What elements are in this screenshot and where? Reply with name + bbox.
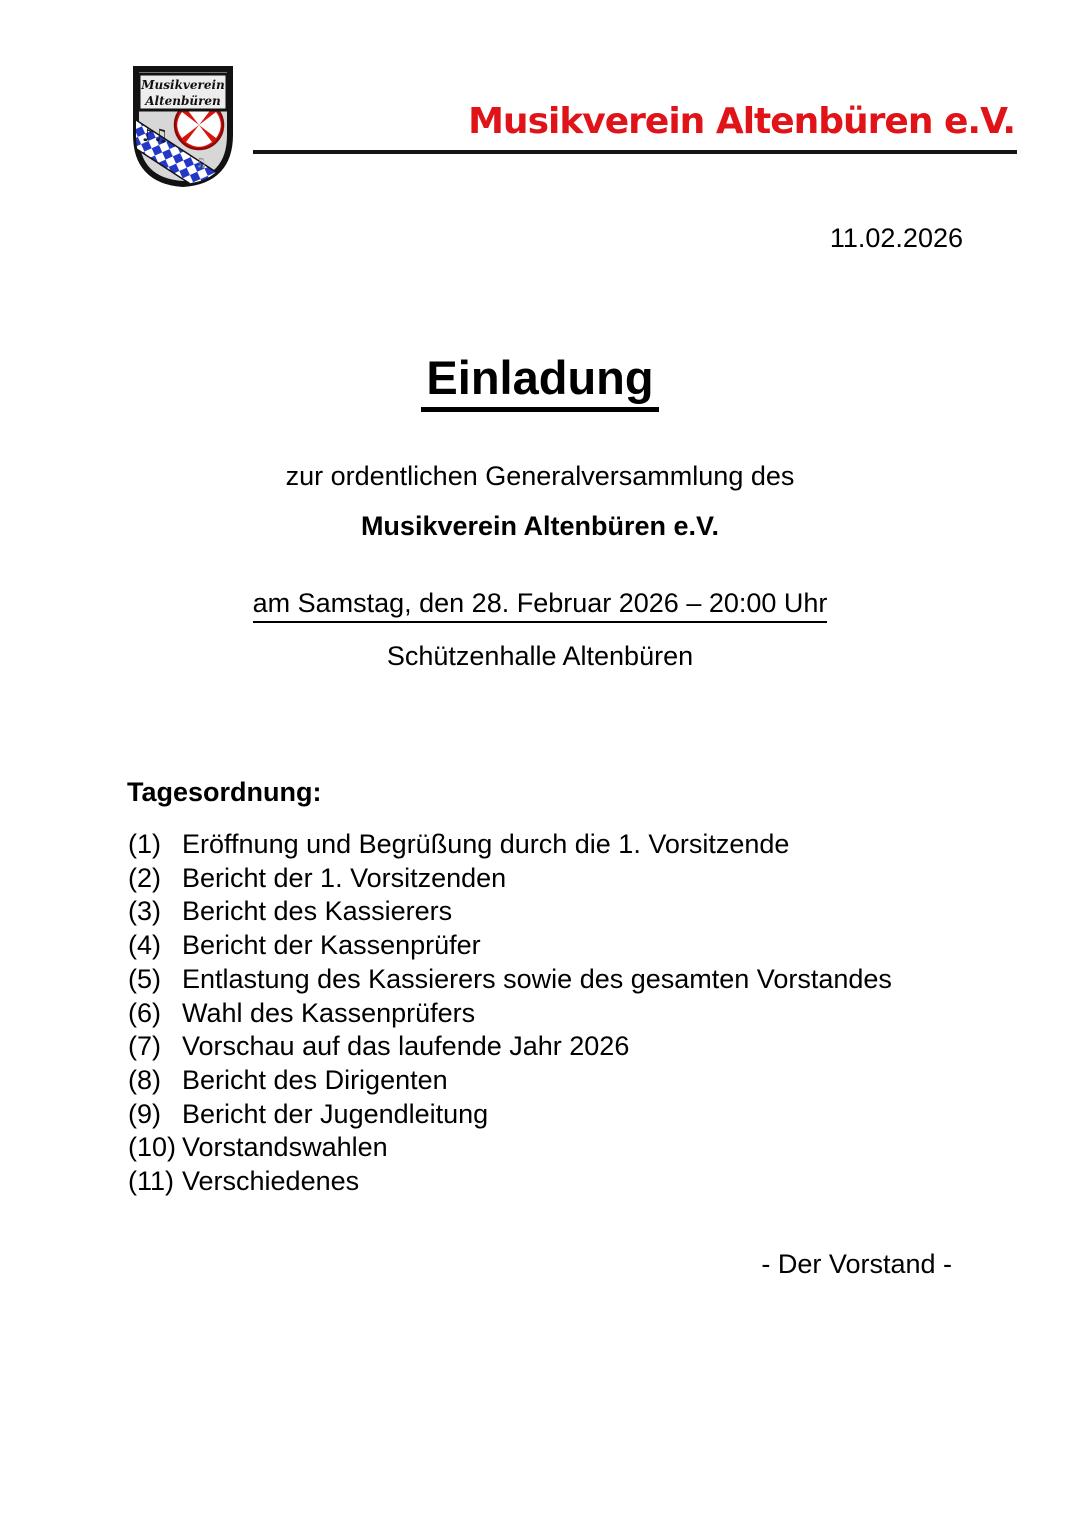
agenda-item [128,997,1020,1031]
agenda-item-number: (10) [128,1132,177,1163]
agenda-item-number: (4) [128,930,161,961]
agenda-item-number: (1) [128,829,161,859]
document-date: 11.02.2026 [829,223,963,253]
agenda-item-text: Bericht des Kassierers [182,896,453,927]
agenda-item [128,895,1020,929]
document-title: Einladung [421,352,658,412]
agenda-item-number: (6) [128,997,161,1028]
event-datetime-row [0,588,1080,623]
agenda-item-text: Vorstandswahlen [182,1132,388,1163]
agenda-heading: Tagesordnung: [127,777,322,807]
agenda-item-number: (11) [128,1166,175,1197]
agenda-item [128,1098,1020,1132]
intro-line: zur ordentlichen Generalversammlung des [285,461,795,491]
agenda-item-number: (5) [128,963,161,994]
agenda-item-text: Vorschau auf das laufende Jahr 2026 [182,1031,630,1062]
agenda-item [128,1064,1020,1098]
event-location: Schützenhalle Altenbüren [386,641,694,671]
agenda-item-number: (7) [128,1031,161,1062]
agenda-item-text: Bericht des Dirigenten [182,1064,448,1095]
agenda-item-number: (3) [128,896,161,927]
title-row [0,352,1080,412]
agenda-item-number: (9) [128,1098,161,1129]
agenda-item [128,963,1020,997]
event-datetime: am Samstag, den 28. Februar 2026 – 20:00 Uhr [253,588,828,623]
organization-name: Musikverein Altenbüren e.V. [360,511,720,541]
agenda-item [128,1030,1020,1064]
agenda-item [128,862,1020,896]
crest-banner-line1: Musikverein [141,78,225,92]
agenda-item-text: Bericht der Jugendleitung [182,1098,489,1129]
agenda-item-text: Wahl des Kassenprüfers [182,997,476,1028]
agenda-item-text: Bericht der Kassenprüfer [182,930,481,961]
agenda-list [128,828,1020,1199]
agenda-item [128,828,1020,862]
beamed-note-icon: ♫ [193,155,208,172]
agenda-item-text: Verschiedenes [182,1166,360,1197]
agenda-item-text: Entlastung des Kassierers sowie des gesamten Vorstandes [182,963,892,994]
agenda-item [128,1165,1020,1199]
signature-line: - Der Vorstand - [761,1249,952,1279]
crest-icon [129,63,237,191]
agenda-item-number: (2) [128,862,161,893]
agenda-item-text: Bericht der 1. Vorsitzenden [182,862,507,893]
header-divider [253,150,1017,154]
agenda-item-text: Eröffnung und Begrüßung durch die 1. Vorsitzende [182,829,790,859]
agenda-item [128,1131,1020,1165]
treble-notes-icon: ♪♫ [142,126,169,146]
club-crest-logo [129,63,237,191]
club-name-header: Musikverein Altenbüren e.V. [468,101,1015,142]
agenda-item [128,929,1020,963]
agenda-item-number: (8) [128,1064,161,1095]
crest-banner-line2: Altenbüren [145,94,221,108]
